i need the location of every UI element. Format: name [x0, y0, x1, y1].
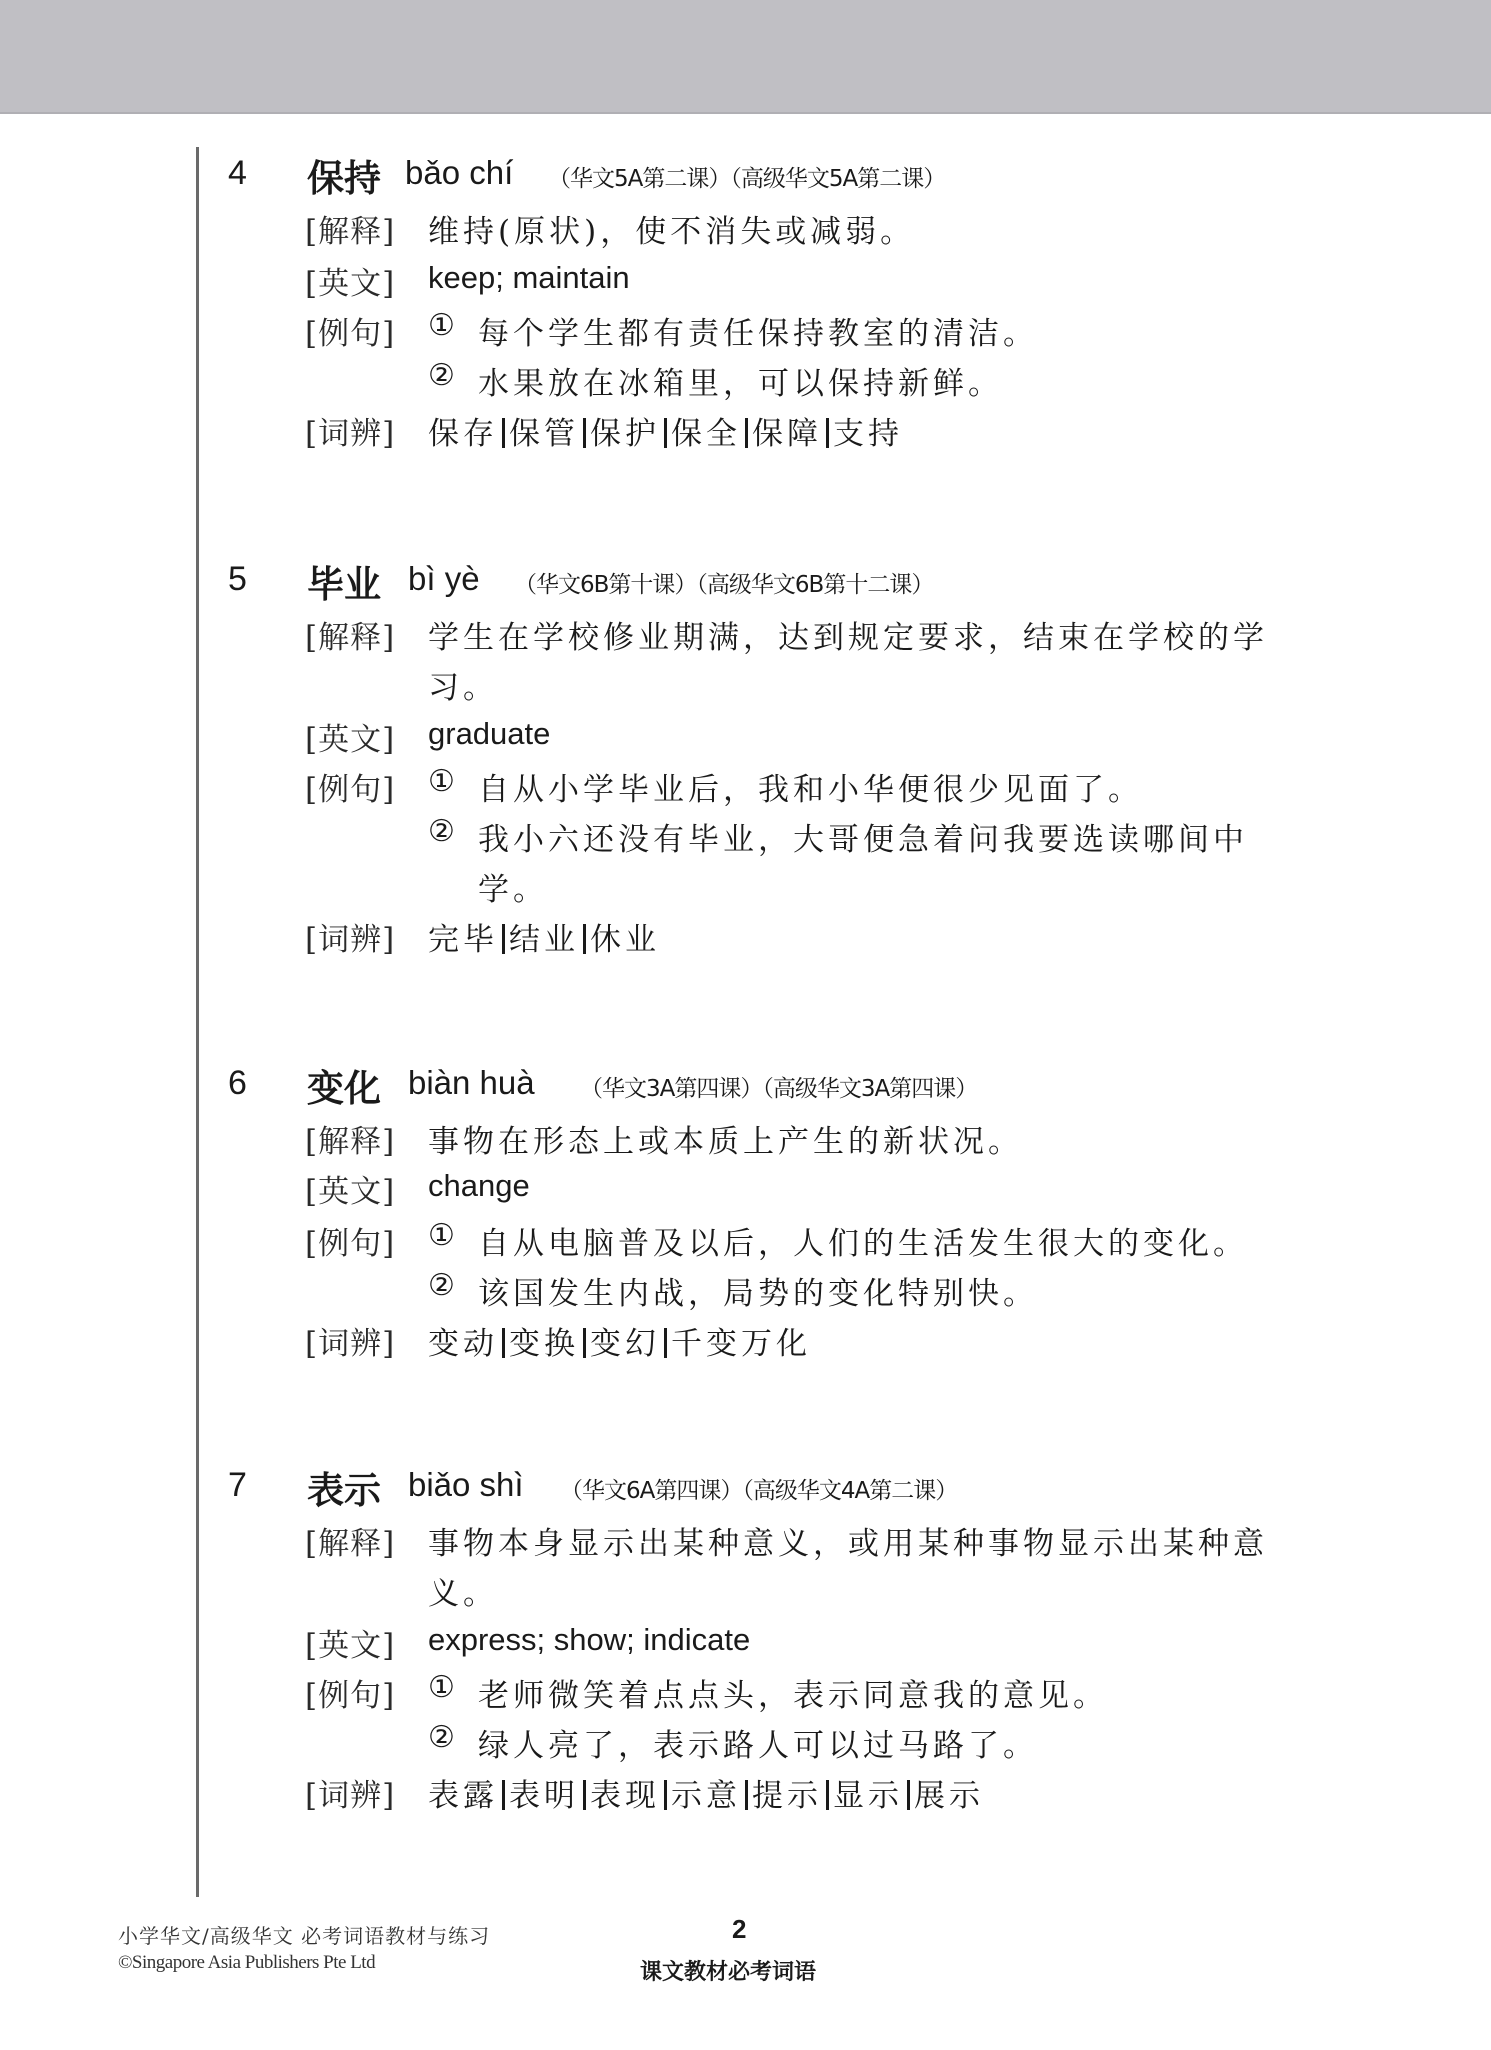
synonym: 千变万化 [671, 1326, 811, 1362]
separator [583, 924, 586, 954]
entry-pinyin: biǎo shì [408, 1466, 524, 1503]
separator [502, 1780, 505, 1810]
example-marker: ① [428, 764, 455, 799]
separator [583, 1780, 586, 1810]
example-marker: ① [428, 1670, 455, 1705]
separator [664, 418, 667, 448]
synonym: 完毕 [428, 922, 498, 958]
synonym: 表露 [428, 1778, 498, 1814]
separator [826, 418, 829, 448]
synonyms-label: [词辨] [305, 1326, 396, 1362]
english-text: keep; maintain [428, 260, 630, 295]
entry-lessons: （华文5A第二课）（高级华文5A第二课） [548, 166, 946, 192]
footer-copyright: ©Singapore Asia Publishers Pte Ltd [118, 1952, 376, 1973]
english-text: change [428, 1168, 530, 1203]
synonym: 变动 [428, 1326, 498, 1362]
synonym: 提示 [752, 1778, 822, 1814]
synonyms-label: [词辨] [305, 922, 396, 958]
separator [664, 1328, 667, 1358]
english-label: [英文] [305, 1628, 396, 1664]
example-marker: ① [428, 1218, 455, 1253]
explanation-label: [解释] [305, 1526, 396, 1562]
entry-word: 表示 [307, 1469, 381, 1512]
example-text: 自从小学毕业后，我和小华便很少见面了。 [478, 772, 1143, 808]
entry-number: 5 [228, 560, 247, 598]
synonym: 保管 [509, 416, 579, 452]
synonym: 休业 [590, 922, 660, 958]
example-marker: ② [428, 1720, 455, 1755]
example-text: 我小六还没有毕业，大哥便急着问我要选读哪间中 [478, 822, 1248, 858]
synonym: 保护 [590, 416, 660, 452]
synonym: 展示 [914, 1778, 984, 1814]
entry-lessons: （华文3A第四课）（高级华文3A第四课） [580, 1076, 978, 1102]
examples-label: [例句] [305, 1678, 396, 1714]
separator [826, 1780, 829, 1810]
explanation-text: 义。 [428, 1576, 498, 1612]
english-label: [英文] [305, 1174, 396, 1210]
footer-section-title: 课文教材必考词语 [640, 1960, 817, 1985]
example-text: 每个学生都有责任保持教室的清洁。 [478, 316, 1038, 352]
english-label: [英文] [305, 722, 396, 758]
entry-lessons: （华文6B第十课）（高级华文6B第十二课） [514, 572, 934, 598]
synonym: 结业 [509, 922, 579, 958]
separator [745, 418, 748, 448]
synonyms-list [428, 1318, 811, 1363]
explanation-label: [解释] [305, 214, 396, 250]
explanation-text: 事物在形态上或本质上产生的新状况。 [428, 1124, 1023, 1160]
explanation-label: [解释] [305, 620, 396, 656]
footer-book-title: 小学华文/高级华文 必考词语教材与练习 [118, 1924, 491, 1948]
synonyms-list [428, 914, 660, 959]
synonyms-list [428, 1770, 984, 1815]
example-text: 水果放在冰箱里，可以保持新鲜。 [478, 366, 1003, 402]
separator [664, 1780, 667, 1810]
synonym: 保全 [671, 416, 741, 452]
synonym: 支持 [833, 416, 903, 452]
example-text: 老师微笑着点点头，表示同意我的意见。 [478, 1678, 1108, 1714]
example-marker: ② [428, 814, 455, 849]
example-marker: ① [428, 308, 455, 343]
left-margin-rule [196, 147, 199, 1897]
examples-label: [例句] [305, 772, 396, 808]
entry-number: 4 [228, 154, 247, 192]
synonym: 显示 [833, 1778, 903, 1814]
synonym: 变幻 [590, 1326, 660, 1362]
synonyms-list [428, 408, 903, 453]
synonym: 保存 [428, 416, 498, 452]
entry-lessons: （华文6A第四课）（高级华文4A第二课） [560, 1478, 958, 1504]
synonym: 变换 [509, 1326, 579, 1362]
separator [502, 418, 505, 448]
explanation-label: [解释] [305, 1124, 396, 1160]
synonym: 示意 [671, 1778, 741, 1814]
examples-label: [例句] [305, 316, 396, 352]
example-text: 学。 [478, 872, 548, 908]
explanation-text: 习。 [428, 670, 498, 706]
synonyms-label: [词辨] [305, 1778, 396, 1814]
entry-word: 毕业 [307, 563, 381, 606]
english-text: express; show; indicate [428, 1622, 751, 1657]
separator [502, 924, 505, 954]
entry-number: 6 [228, 1064, 247, 1102]
english-text: graduate [428, 716, 551, 751]
example-text: 自从电脑普及以后，人们的生活发生很大的变化。 [478, 1226, 1248, 1262]
entry-pinyin: bì yè [408, 560, 480, 597]
explanation-text: 维持(原状)，使不消失或减弱。 [428, 214, 916, 250]
examples-label: [例句] [305, 1226, 396, 1262]
entry-number: 7 [228, 1466, 247, 1504]
separator [745, 1780, 748, 1810]
page-header-band [0, 0, 1491, 114]
entry-pinyin: biàn huà [408, 1064, 535, 1101]
example-text: 该国发生内战，局势的变化特别快。 [478, 1276, 1038, 1312]
example-marker: ② [428, 358, 455, 393]
synonyms-label: [词辨] [305, 416, 396, 452]
separator [502, 1328, 505, 1358]
example-text: 绿人亮了，表示路人可以过马路了。 [478, 1728, 1038, 1764]
example-marker: ② [428, 1268, 455, 1303]
separator [583, 418, 586, 448]
english-label: [英文] [305, 266, 396, 302]
page-number: 2 [732, 1914, 747, 1944]
synonym: 保障 [752, 416, 822, 452]
explanation-text: 学生在学校修业期满，达到规定要求，结束在学校的学 [428, 620, 1268, 656]
entry-pinyin: bǎo chí [405, 154, 514, 191]
entry-word: 变化 [307, 1067, 381, 1110]
synonym: 表明 [509, 1778, 579, 1814]
synonym: 表现 [590, 1778, 660, 1814]
separator [583, 1328, 586, 1358]
entry-word: 保持 [307, 157, 381, 200]
separator [907, 1780, 910, 1810]
explanation-text: 事物本身显示出某种意义，或用某种事物显示出某种意 [428, 1526, 1268, 1562]
